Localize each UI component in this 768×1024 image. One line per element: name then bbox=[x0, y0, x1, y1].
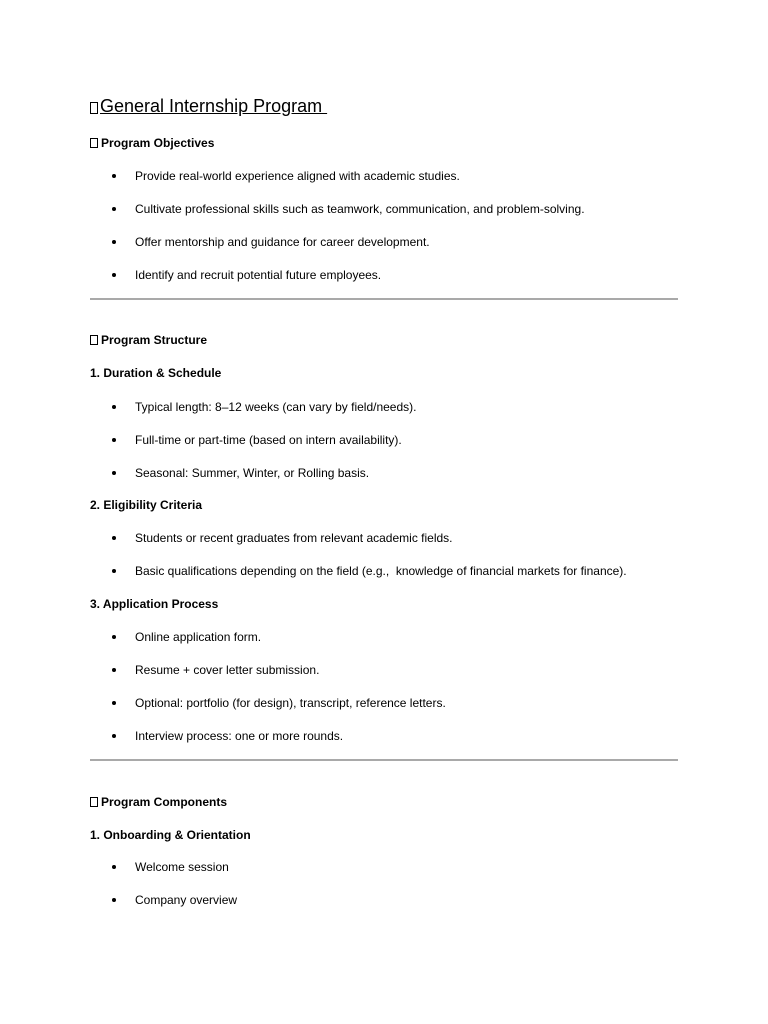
list-item-text: Interview process: one or more rounds. bbox=[135, 729, 344, 743]
bullet-icon bbox=[112, 536, 116, 540]
list-item-text: Full-time or part-time (based on intern availability). bbox=[135, 433, 402, 447]
subheading-onboarding: 1. Onboarding & Orientation bbox=[90, 828, 251, 842]
list-item-text: Typical length: 8–12 weeks (can vary by field/needs). bbox=[135, 400, 417, 414]
section-heading-label: Program Components bbox=[101, 795, 228, 809]
bullet-icon bbox=[112, 865, 116, 869]
subheading-application: 3. Application Process bbox=[90, 597, 219, 611]
list-item-text: Students or recent graduates from relevant academic fields. bbox=[135, 531, 453, 545]
list-item-text: Cultivate professional skills such as teamwork, communication, and problem-solving. bbox=[135, 202, 585, 216]
list-item-text: Identify and recruit potential future employees. bbox=[135, 268, 382, 282]
horizontal-rule bbox=[90, 759, 678, 761]
missing-glyph-icon bbox=[90, 797, 98, 807]
document-title-block bbox=[90, 94, 327, 118]
section-heading-structure bbox=[90, 332, 207, 348]
bullet-icon bbox=[112, 438, 116, 442]
bullet-icon bbox=[112, 701, 116, 705]
bullet-icon bbox=[112, 734, 116, 738]
missing-glyph-icon bbox=[90, 102, 98, 114]
missing-glyph-icon bbox=[90, 138, 98, 148]
bullet-icon bbox=[112, 405, 116, 409]
list-item-text: Seasonal: Summer, Winter, or Rolling basis. bbox=[135, 466, 370, 480]
bullet-icon bbox=[112, 635, 116, 639]
list-item-text: Company overview bbox=[135, 893, 238, 907]
horizontal-rule bbox=[90, 298, 678, 300]
subheading-duration: 1. Duration & Schedule bbox=[90, 366, 222, 380]
bullet-icon bbox=[112, 668, 116, 672]
document-title: General Internship Program bbox=[100, 96, 328, 116]
bullet-icon bbox=[112, 569, 116, 573]
list-item-text: Offer mentorship and guidance for career development. bbox=[135, 235, 430, 249]
section-heading-label: Program Structure bbox=[101, 333, 208, 347]
bullet-icon bbox=[112, 471, 116, 475]
subheading-eligibility: 2. Eligibility Criteria bbox=[90, 498, 203, 512]
list-item-text: Resume + cover letter submission. bbox=[135, 663, 320, 677]
list-item-text: Basic qualifications depending on the field (e.g., knowledge of financial markets for finance). bbox=[135, 564, 627, 578]
list-item-text: Welcome session bbox=[135, 860, 229, 874]
bullet-icon bbox=[112, 207, 116, 211]
list-item-text: Provide real-world experience aligned with academic studies. bbox=[135, 169, 460, 183]
bullet-icon bbox=[112, 273, 116, 277]
section-heading-components bbox=[90, 794, 227, 810]
missing-glyph-icon bbox=[90, 335, 98, 345]
bullet-icon bbox=[112, 240, 116, 244]
section-heading-objectives bbox=[90, 135, 214, 151]
section-heading-label: Program Objectives bbox=[101, 136, 215, 150]
bullet-icon bbox=[112, 174, 116, 178]
list-item-text: Online application form. bbox=[135, 630, 262, 644]
bullet-icon bbox=[112, 898, 116, 902]
list-item-text: Optional: portfolio (for design), transcript, reference letters. bbox=[135, 696, 446, 710]
